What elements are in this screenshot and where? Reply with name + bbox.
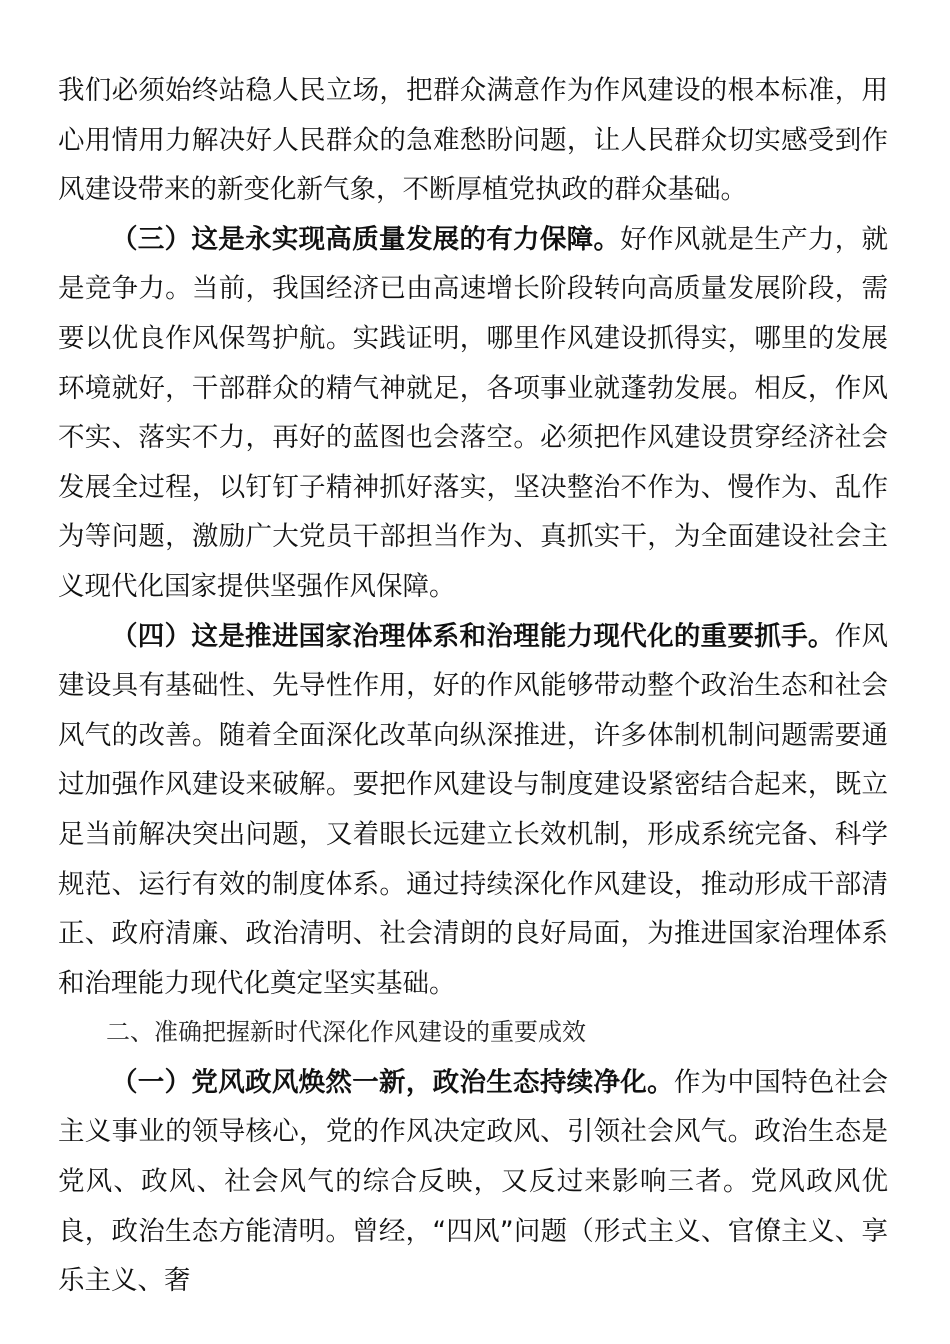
paragraph-4 xyxy=(58,1058,888,1306)
document-page xyxy=(58,66,888,1306)
paragraph-3 xyxy=(58,612,888,1009)
paragraph-2 xyxy=(58,215,888,612)
paragraph-lead-heading: （四）这是推进国家治理体系和治理能力现代化的重要抓手。 xyxy=(111,620,835,652)
paragraph-text: 我们必须始终站稳人民立场，把群众满意作为作风建设的根本标准，用心用情用力解决好人民群众的急难愁盼问题，让人民群众切实感受到作风建设带来的新变化新气象，不断厚植党执政的群众基础。 xyxy=(58,75,888,206)
paragraph-lead-heading: （三）这是永实现高质量发展的有力保障。 xyxy=(111,223,621,255)
section-heading-text: 二、准确把握新时代深化作风建设的重要成效 xyxy=(106,1018,586,1047)
paragraph-text: 作风建设具有基础性、先导性作用，好的作风能够带动整个政治生态和社会风气的改善。随着全面深化改革向纵深推进，许多体制机制问题需要通过加强作风建设来破解。要把作风建设与制度建设紧密结合起来，既立足当前解决突出问题，又着眼长远建立长效机制，形成系统完备、科学规范、运行有效的制度体系。通过持续深化作风建设，推动形成干部清正、政府清廉、政治清明、社会清朗的良好局面，为推进国家治理体系和治理能力现代化奠定坚实基础。 xyxy=(58,620,889,999)
section-heading xyxy=(58,1008,888,1058)
paragraph-1 xyxy=(58,66,888,215)
paragraph-text: 作为中国特色社会主义事业的领导核心，党的作风决定政风、引领社会风气。政治生态是党风、政风、社会风气的综合反映，又反过来影响三者。党风政风优良，政治生态方能清明。曾经，“四风”问题（形式主义、官僚主义、享乐主义、奢 xyxy=(58,1066,889,1297)
paragraph-text: 好作风就是生产力，就是竞争力。当前，我国经济已由高速增长阶段转向高质量发展阶段，需要以优良作风保驾护航。实践证明，哪里作风建设抓得实，哪里的发展环境就好，干部群众的精气神就足，各项事业就蓬勃发展。相反，作风不实、落实不力，再好的蓝图也会落空。必须把作风建设贯穿经济社会发展全过程，以钉钉子精神抓好落实，坚决整治不作为、慢作为、乱作为等问题，激励广大党员干部担当作为、真抓实干，为全面建设社会主义现代化国家提供坚强作风保障。 xyxy=(58,223,889,602)
paragraph-lead-heading: （一）党风政风焕然一新，政治生态持续净化。 xyxy=(111,1066,674,1098)
